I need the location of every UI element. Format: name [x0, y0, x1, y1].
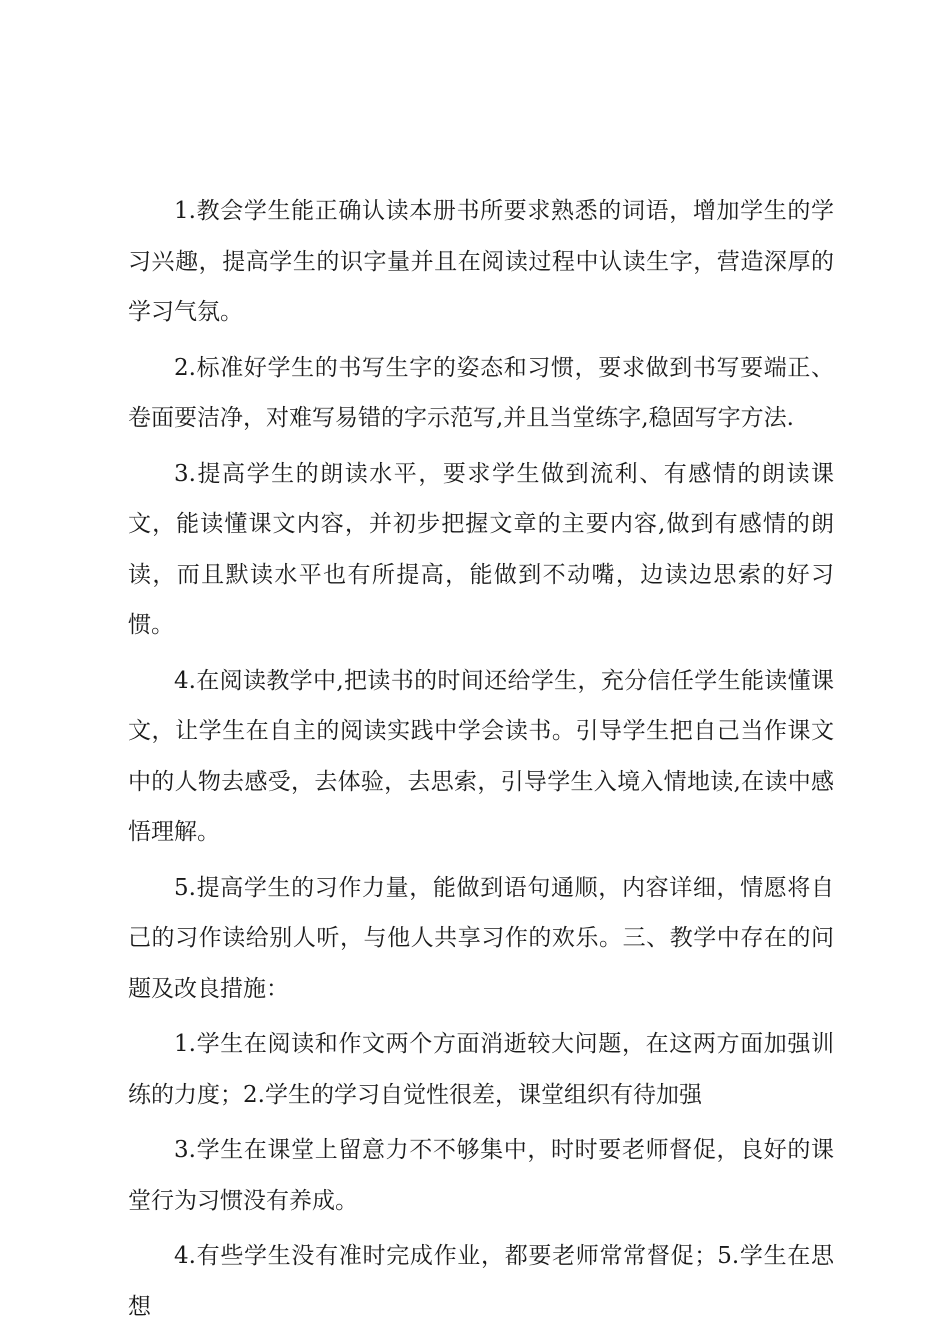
paragraph-5: 5.提高学生的习作力量，能做到语句通顺，内容详细，情愿将自己的习作读给别人听，与他人共享习作的欢乐。三、教学中存在的问题及改良措施： [128, 874, 834, 1002]
document-body [128, 186, 834, 1337]
paragraph-7: 3.学生在课堂上留意力不不够集中，时时要老师督促，良好的课堂行为习惯没有养成。 [128, 1137, 834, 1214]
paragraph-3: 3.提高学生的朗读水平，要求学生做到流利、有感情的朗读课文，能读懂课文内容，并初步把握文章的主要内容,做到有感情的朗读，而且默读水平也有所提高，能做到不动嘴，边读边思索的好习惯。 [128, 460, 834, 638]
paragraph-1: 1.教会学生能正确认读本册书所要求熟悉的词语，增加学生的学习兴趣，提高学生的识字量并且在阅读过程中认读生字，营造深厚的学习气氛。 [128, 198, 834, 325]
paragraph-6: 1.学生在阅读和作文两个方面消逝较大问题，在这两方面加强训练的力度；2.学生的学习自觉性很差，课堂组织有待加强 [128, 1031, 834, 1108]
paragraph-8: 4.有些学生没有准时完成作业，都要老师常常督促；5.学生在思想 [128, 1243, 834, 1320]
paragraph-2: 2.标准好学生的书写生字的姿态和习惯，要求做到书写要端正、卷面要洁净，对难写易错的字示范写,并且当堂练字,稳固写字方法. [128, 354, 834, 431]
paragraph-4: 4.在阅读教学中,把读书的时间还给学生，充分信任学生能读懂课文，让学生在自主的阅读实践中学会读书。引导学生把自己当作课文中的人物去感受，去体验，去思索，引导学生入境入情地读,在读中感悟理解。 [128, 667, 834, 845]
